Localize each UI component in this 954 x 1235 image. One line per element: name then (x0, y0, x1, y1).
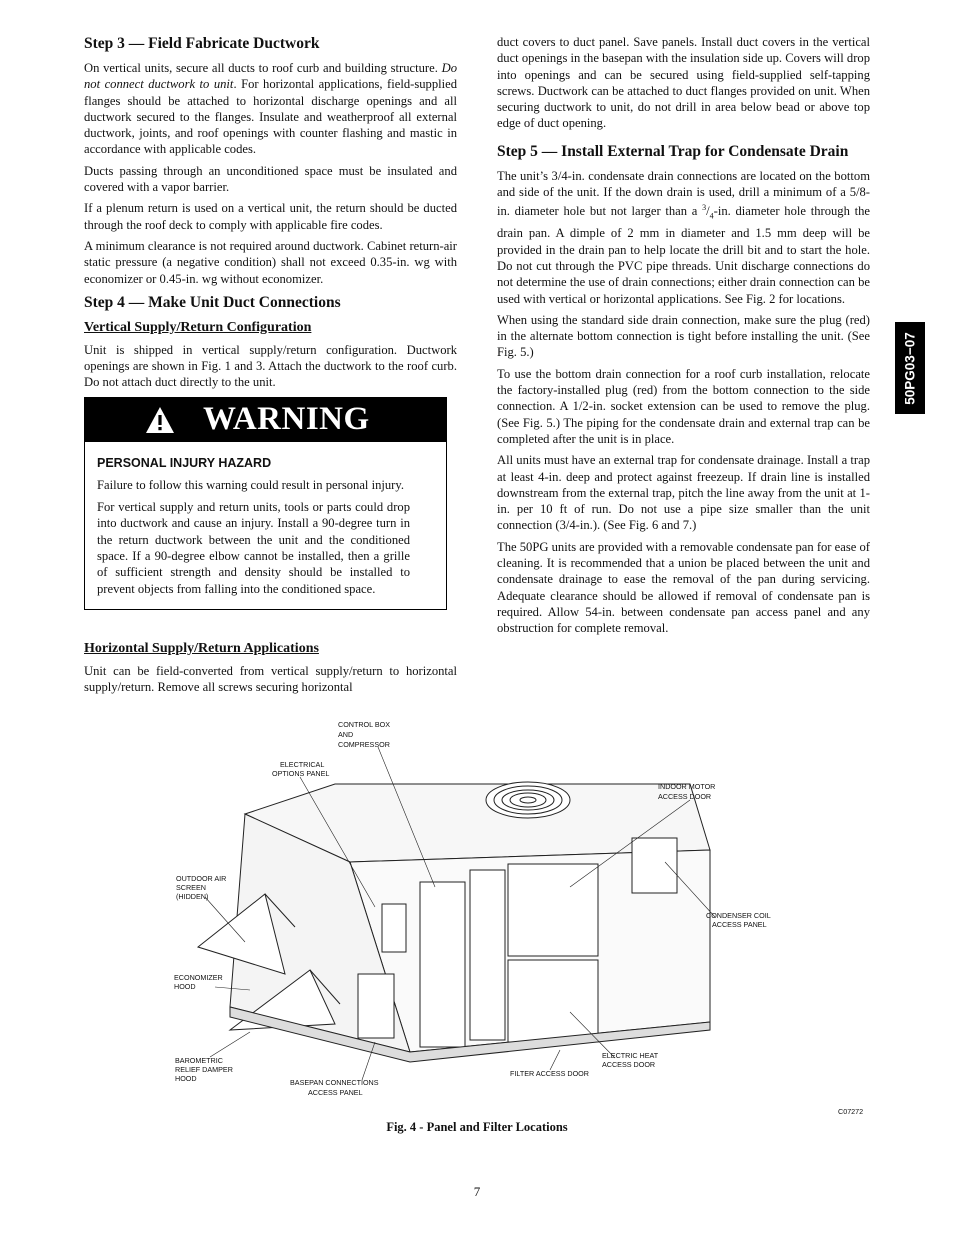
step4-heading: Step 4 — Make Unit Duct Connections (84, 293, 341, 311)
label-hidden: (HIDDEN) (176, 892, 209, 901)
step3-paragraph-3: If a plenum return is used on a vertical unit, the return should be ducted through the roof deck to comply with applicable fire codes. (84, 201, 457, 232)
label-outdoor-air: OUTDOOR AIR (176, 874, 227, 883)
label-economizer: ECONOMIZER (174, 973, 223, 982)
label-basepan-connections: BASEPAN CONNECTIONS (290, 1078, 379, 1087)
step5-heading: Step 5 — Install External Trap for Condensate Drain (497, 142, 849, 160)
label-electric-heat-access-door: ACCESS DOOR (602, 1060, 656, 1069)
step3-paragraph-4: A minimum clearance is not required around ductwork. Cabinet return-air static pressure (a negative condition) shall not exceed 0.35-in. wg with economizer or 0.45-in. wg without economizer. (84, 238, 457, 286)
label-control-box: CONTROL BOX (338, 720, 391, 729)
figure-code: C07272 (838, 1107, 864, 1116)
vertical-config-paragraph: Unit is shipped in vertical supply/return configuration. Ductwork openings are shown in Fig. 1 and 3. Attach the ductwork to the roof curb. Do not attach duct directly to the unit. (84, 342, 457, 390)
label-options-panel: OPTIONS PANEL (272, 769, 330, 778)
unit-panel-figure (150, 712, 870, 1122)
label-barometric-hood: HOOD (175, 1074, 197, 1083)
figure-caption: Fig. 4 - Panel and Filter Locations (386, 1120, 568, 1134)
step3-heading: Step 3 — Field Fabricate Ductwork (84, 35, 320, 52)
step3-paragraph-2: Ducts passing through an unconditioned space must be insulated and covered with a vapor barrier. (84, 163, 457, 195)
step5-paragraph-3: To use the bottom drain connection for a roof curb installation, relocate the factory-installed plug (red) from the bottom connection to the side connection. A 1/2-in. socket extension can be used to remove the plug. (See Fig. 5.) The piping for the condensate drain and external trap can be completed after the unit is in place. (497, 366, 870, 446)
warning-paragraph-1: Failure to follow this warning could result in personal injury. (97, 477, 404, 492)
label-economizer-hood: HOOD (174, 982, 196, 991)
label-indoor-motor: INDOOR MOTOR (658, 782, 716, 791)
warning-hazard-label: PERSONAL INJURY HAZARD (97, 455, 272, 470)
label-indoor-motor-access-door: ACCESS DOOR (658, 792, 712, 801)
label-screen: SCREEN (176, 883, 206, 892)
label-compressor: COMPRESSOR (338, 740, 390, 749)
right-column (497, 34, 870, 642)
unit-drawing (198, 782, 710, 1062)
label-electric-heat: ELECTRIC HEAT (602, 1051, 659, 1060)
warning-body (85, 442, 446, 609)
label-control-box-and: AND (338, 730, 354, 739)
page-number: 7 (473, 1184, 481, 1199)
continued-paragraph: duct covers to duct panel. Save panels. Install duct covers in the vertical duct openings in the basepan with the insulation side up. Covers will drop into openings and can be secured using field-supplied self-tapping screws. Ductwork can be attached to duct flanges provided on unit. When securing ductwork to unit, do not drill in area below bead or above top edge of duct opening. (497, 35, 870, 131)
step3-paragraph-1: On vertical units, secure all ducts to roof curb and building structure. Do not connect ductwork to unit. For horizontal applications, field-supplied flanges should be attached to horizontal discharge openings and all ductwork secured to the flanges. Insulate and weatherproof all external ductwork, joints, and roof openings with counter flashing and mastic in accordance with applicable codes. (84, 61, 458, 157)
label-filter-access-door: FILTER ACCESS DOOR (510, 1069, 589, 1078)
label-basepan-access-panel: ACCESS PANEL (308, 1088, 363, 1097)
step5-paragraph-1: The unit’s 3/4-in. condensate drain connections are located on the bottom and side of the unit. If the down drain is used, drill a minimum of a 5/8-in. diameter hole but not larger than a $^3/_4-in$. diameter hole through the drain pan. A dimple of 2 mm in diameter and 1.5 mm deep will be provided in the drain pan to help locate the drill bit and to start the hole. Do not cut through the PVC pipe threads. Unit discharge connections do not determine the use of drain connections; either drain connection can be used with vertical or horizontal applications. See Fig. 2 for locations. (497, 168, 871, 306)
warning-title: WARNING (203, 401, 370, 438)
warning-paragraph-2: For vertical supply and return units, tools or parts could drop into ductwork and cause an injury. Install a 90-degree turn in the return ductwork between the unit and the conditioned space. If a 90-degree elbow cannot be installed, then a grille of sufficient strength and density should be installed to prevent objects from falling into the conditioned space. (97, 500, 410, 596)
side-tab (895, 322, 925, 414)
step5-paragraph-5: The 50PG units are provided with a removable condensate pan for ease of cleaning. It is recommended that a union be placed between the unit and condensate drainage to ease the removal of the pan during servicing. Adequate clearance should be allowed if removal of condensate pan is required. Allow 54-in. between condensate pan access panel and any obstruction for complete removal. (497, 539, 870, 636)
left-column (84, 34, 457, 700)
warning-header (85, 398, 446, 442)
label-barometric: BAROMETRIC (175, 1056, 223, 1065)
label-condenser-coil: CONDENSER COIL (706, 911, 771, 920)
warning-box (84, 397, 447, 610)
label-condenser-access-panel: ACCESS PANEL (712, 920, 767, 929)
side-tab-label: 50PG03−07 (902, 331, 918, 405)
warning-triangle-icon (145, 405, 175, 435)
step5-paragraph-2: When using the standard side drain connection, make sure the plug (red) in the alternate bottom connection is tight before installing the unit. (See Fig. 5.) (497, 312, 870, 360)
label-relief-damper: RELIEF DAMPER (175, 1065, 233, 1074)
vertical-config-heading: Vertical Supply/Return Configuration (84, 319, 312, 335)
horizontal-applications-heading: Horizontal Supply/Return Applications (84, 640, 319, 656)
label-electrical: ELECTRICAL (280, 760, 325, 769)
step5-paragraph-4: All units must have an external trap for condensate drainage. Install a trap at least 4-in. deep and protect against freezeup. If drain line is installed downstream from the external trap, pitch the line away from the unit at 1-in. per 10 ft of run. Do not use a pipe size smaller than the unit connection (3/4-in.). (See Fig. 6 and 7.) (497, 453, 870, 533)
horizontal-applications-paragraph: Unit can be field-converted from vertical supply/return to horizontal supply/return. Remove all screws securing horizontal (84, 663, 457, 695)
